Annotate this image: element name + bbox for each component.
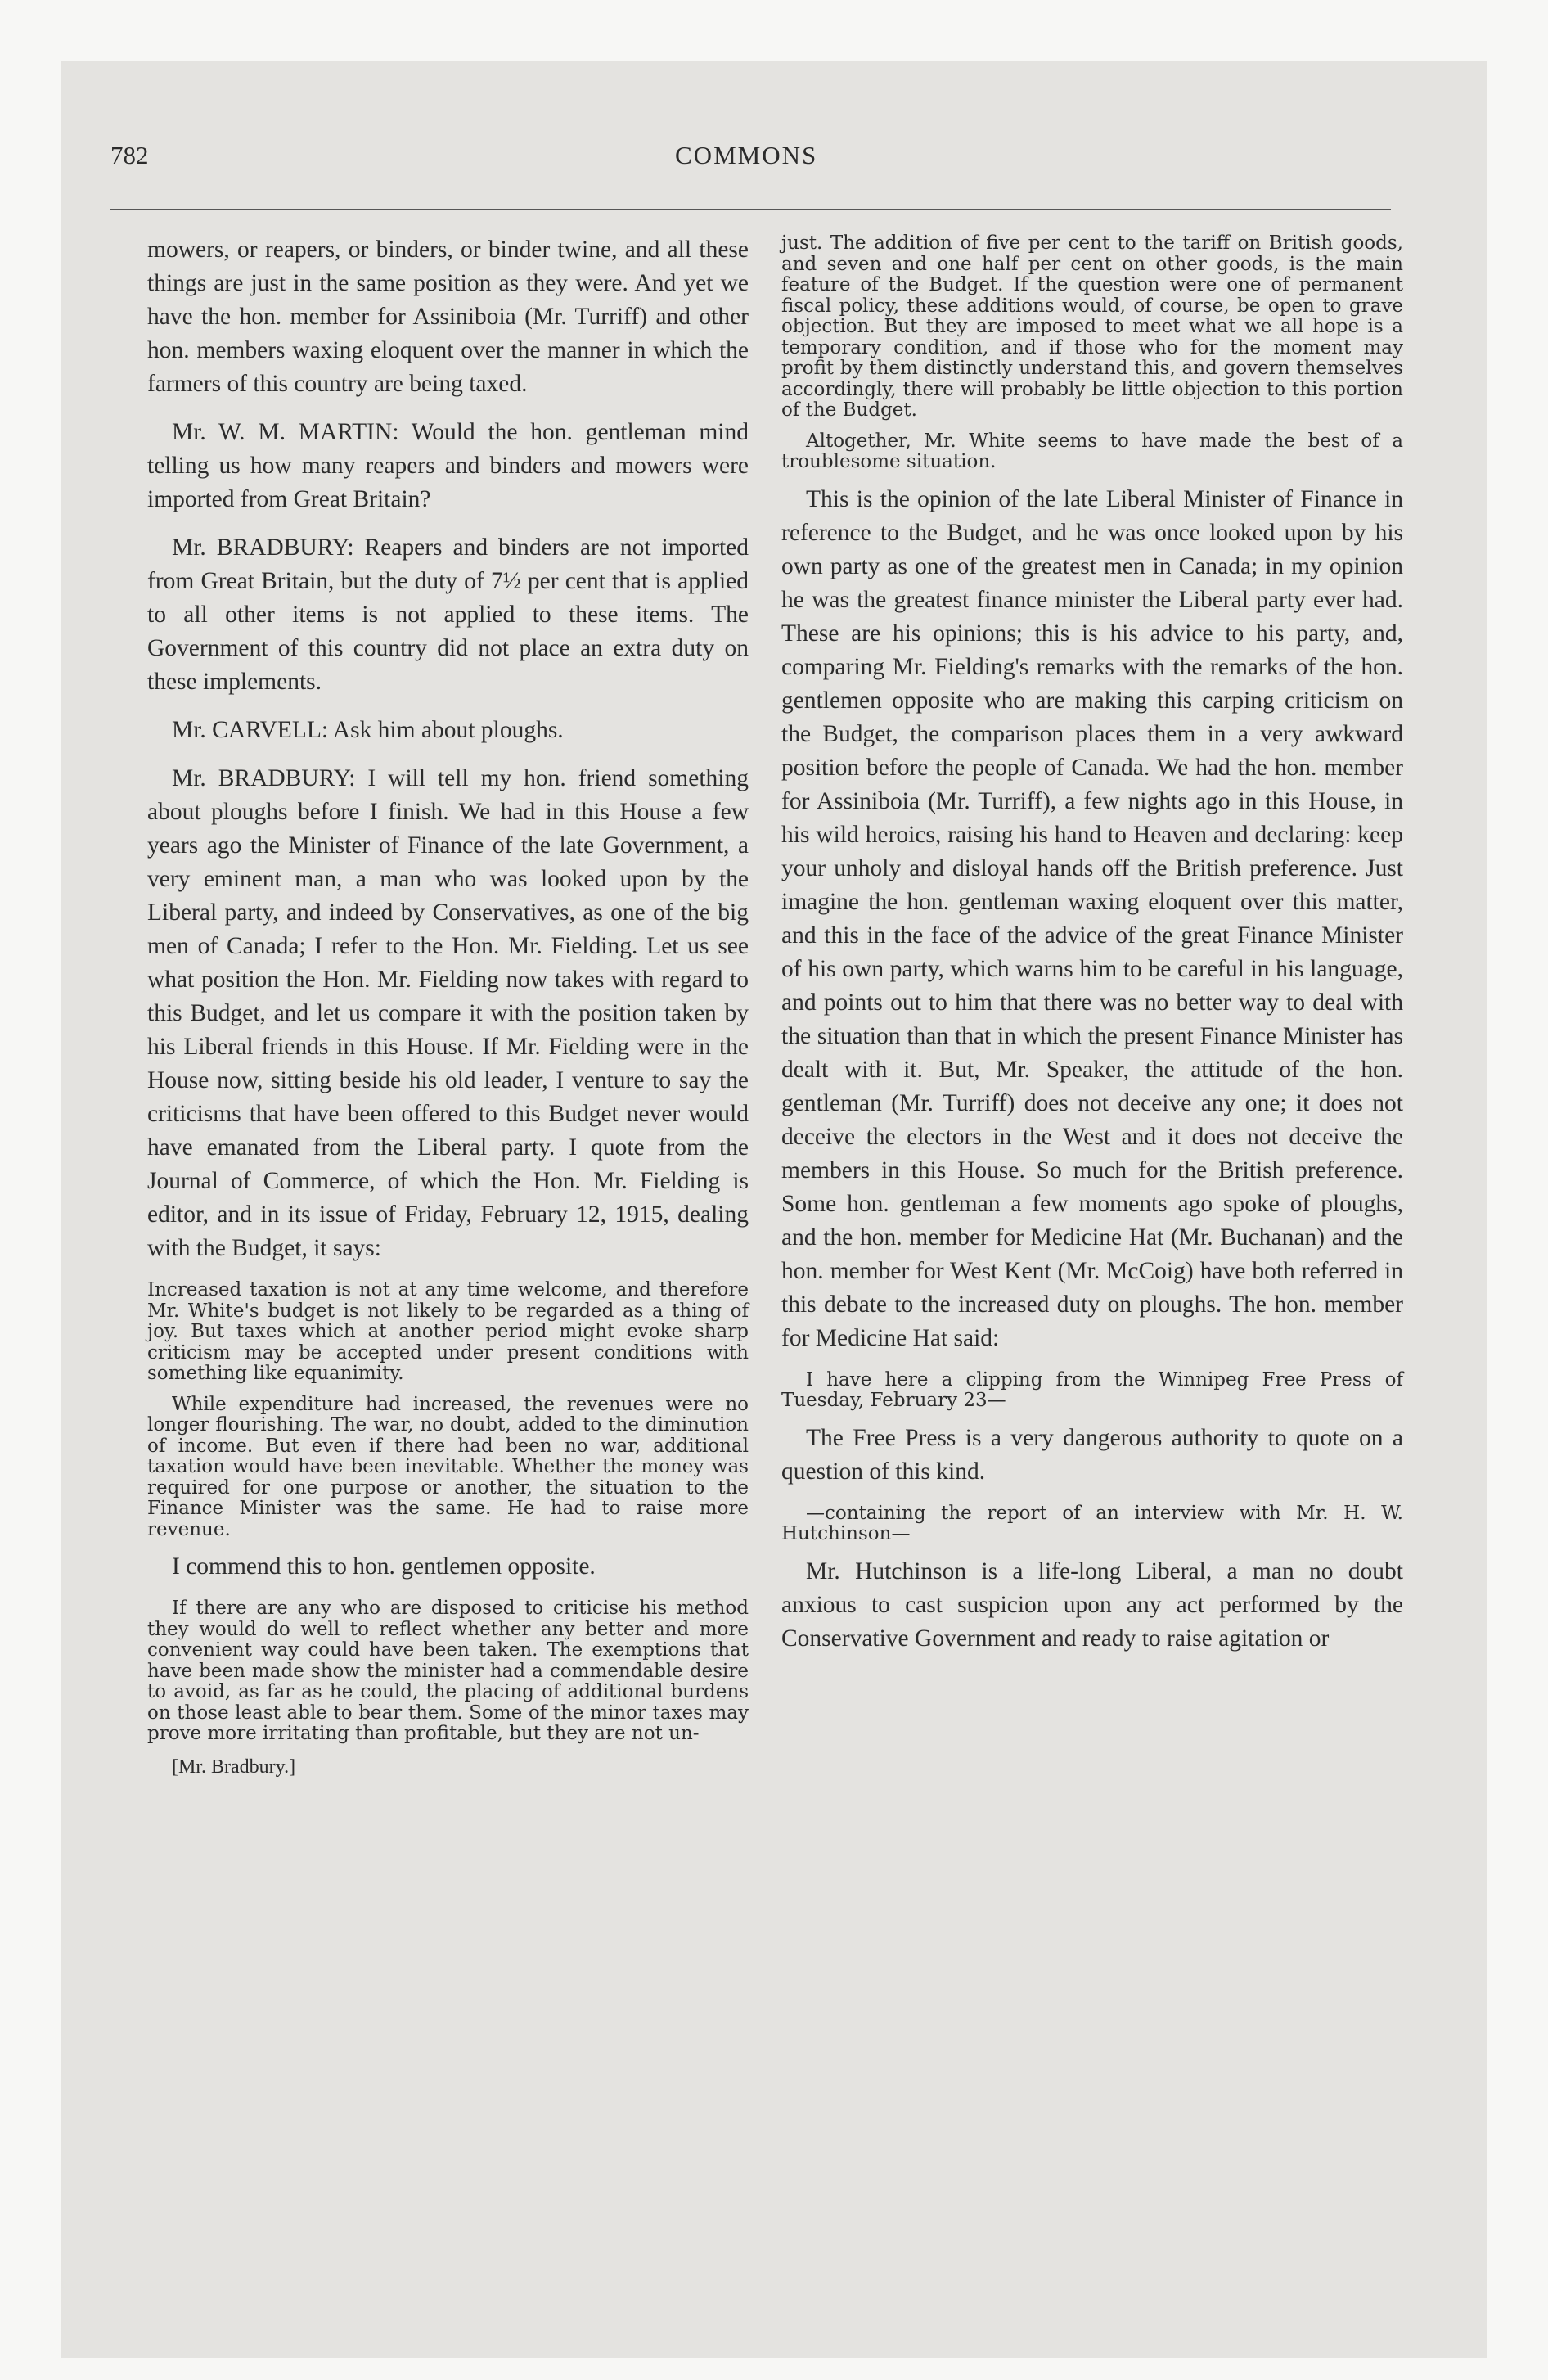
block-quote: Altogether, Mr. White seems to have made the best of a troublesome situation. bbox=[781, 430, 1403, 472]
block-quote: Increased taxation is not at any time welcome, and therefore Mr. White's budget is not likely to be regarded as a thing of joy. But taxes which at another period might evoke sharp criticism may be accepted under present conditions with something like equanimity. bbox=[147, 1279, 749, 1384]
paragraph: Mr. W. M. MARTIN: Would the hon. gentleman mind telling us how many reapers and binders and mowers were imported from Great Britain? bbox=[147, 419, 749, 512]
paragraph: Mr. Hutchinson is a life-long Liberal, a man no doubt anxious to cast suspicion upon any act performed by the Conservative Government and ready to raise agitation or bbox=[781, 1557, 1403, 1652]
block-quote: I have here a clipping from the Winnipeg Free Press of Tuesday, February 23— bbox=[781, 1368, 1403, 1411]
paragraph: mowers, or reapers, or binders, or binder twine, and all these things are just in the same position as they were. And yet we have the hon. member for Assiniboia (Mr. Turriff) and other hon. members waxing eloquent over the manner in which the farmers of this country are being taxed. bbox=[147, 237, 749, 397]
paragraph: This is the opinion of the late Liberal Minister of Finance in reference to the Budget, and he was once looked upon by his own party as one of the greatest men in Canada; in my opinion he was the greatest finance minister the Liberal party ever had. These are his opinions; this is his advice to his party, and, comparing Mr. Fielding's remarks with the remarks of the hon. gentlemen opposite who are making this carping criticism on the Budget, the comparison places them in a very awkward position before the people of Canada. We had the hon. member for Assiniboia (Mr. Turriff), a few nights ago in this House, in his wild heroics, raising his hand to Heaven and declaring: keep your unholy and disloyal hands off the British preference. Just imagine the hon. gentleman waxing eloquent over this matter, and this in the face of the advice of the great Finance Minister of his own party, which warns him to be careful in his language, and points out to him that there was no better way to deal with the situation than that in which the present Finance Minister has dealt with it. But, Mr. Speaker, the attitude of the hon. gentleman (Mr. Turriff) does not deceive any one; it does not deceive the electors in the West and it does not deceive the members in this House. So much for the British preference. Some hon. gentleman a few moments ago spoke of ploughs, and the hon. member for Medicine Hat (Mr. Buchanan) and the hon. member for West Kent (Mr. McCoig) have both referred in this debate to the increased duty on ploughs. The hon. member for Medicine Hat said: bbox=[781, 485, 1403, 1351]
header-rule bbox=[110, 209, 1391, 210]
block-quote: While expenditure had increased, the revenues were no longer flourishing. The war, no doubt, added to the diminution of income. But even if there had been no war, additional taxation would have been inevitable. Whether the money was required for one purpose or another, the situation to the Finance Minister was the same. He had to raise more revenue. bbox=[147, 1393, 749, 1540]
block-quote: If there are any who are disposed to criticise his method they would do well to reflect whether any better and more convenient way could have been taken. The exemptions that have been made show the minister had a commendable desire to avoid, as far as he could, the placing of additional burdens on those least able to bear them. Some of the minor taxes may prove more irritating than profitable, but they are not un- bbox=[147, 1598, 749, 1744]
page-number: 782 bbox=[110, 141, 149, 169]
paragraph: Mr. BRADBURY: I will tell my hon. friend something about ploughs before I finish. We had in this House a few years ago the Minister of Finance of the late Government, a very eminent man, a man who was looked upon by the Liberal party, and indeed by Conservatives, as one of the big men of Canada; I refer to the Hon. Mr. Fielding. Let us see what position the Hon. Mr. Fielding now takes with regard to this Budget, and let us compare it with the position taken by his Liberal friends in this House. If Mr. Fielding were in the House now, sitting beside his old leader, I venture to say the criticisms that have been offered to this Budget never would have emanated from the Liberal party. I quote from the Journal of Commerce, of which the Hon. Mr. Fielding is editor, and in its issue of Friday, February 12, 1915, dealing with the Budget, it says: bbox=[147, 765, 749, 1261]
block-quote: just. The addition of five per cent to the tariff on British goods, and seven and one half per cent on other goods, is the main feature of the Budget. If the question were one of permanent fiscal policy, these additions would, of course, be open to grave objection. But they are imposed to meet what we all hope is a temporary condition, and if those who for the moment may profit by them distinctly understand this, and govern themselves accordingly, there will probably be little objection to this portion of the Budget. bbox=[781, 232, 1403, 421]
speaker-attribution: [Mr. Bradbury.] bbox=[172, 1756, 296, 1778]
running-title: COMMONS bbox=[675, 141, 818, 169]
paragraph: Mr. BRADBURY: Reapers and binders are not imported from Great Britain, but the duty of 7½ per cent that is applied to all other items is not applied to these items. The Government of this country did not place an extra duty on these implements. bbox=[147, 534, 749, 695]
left-column bbox=[147, 233, 749, 1779]
paragraph: I commend this to hon. gentlemen opposite. bbox=[172, 1553, 596, 1580]
page-header bbox=[110, 141, 1391, 190]
right-column bbox=[781, 233, 1403, 1670]
paragraph: Mr. CARVELL: Ask him about ploughs. bbox=[172, 717, 564, 743]
block-quote: —containing the report of an interview with Mr. H. W. Hutchinson— bbox=[781, 1502, 1403, 1544]
paragraph: The Free Press is a very dangerous authority to quote on a question of this kind. bbox=[781, 1424, 1403, 1485]
